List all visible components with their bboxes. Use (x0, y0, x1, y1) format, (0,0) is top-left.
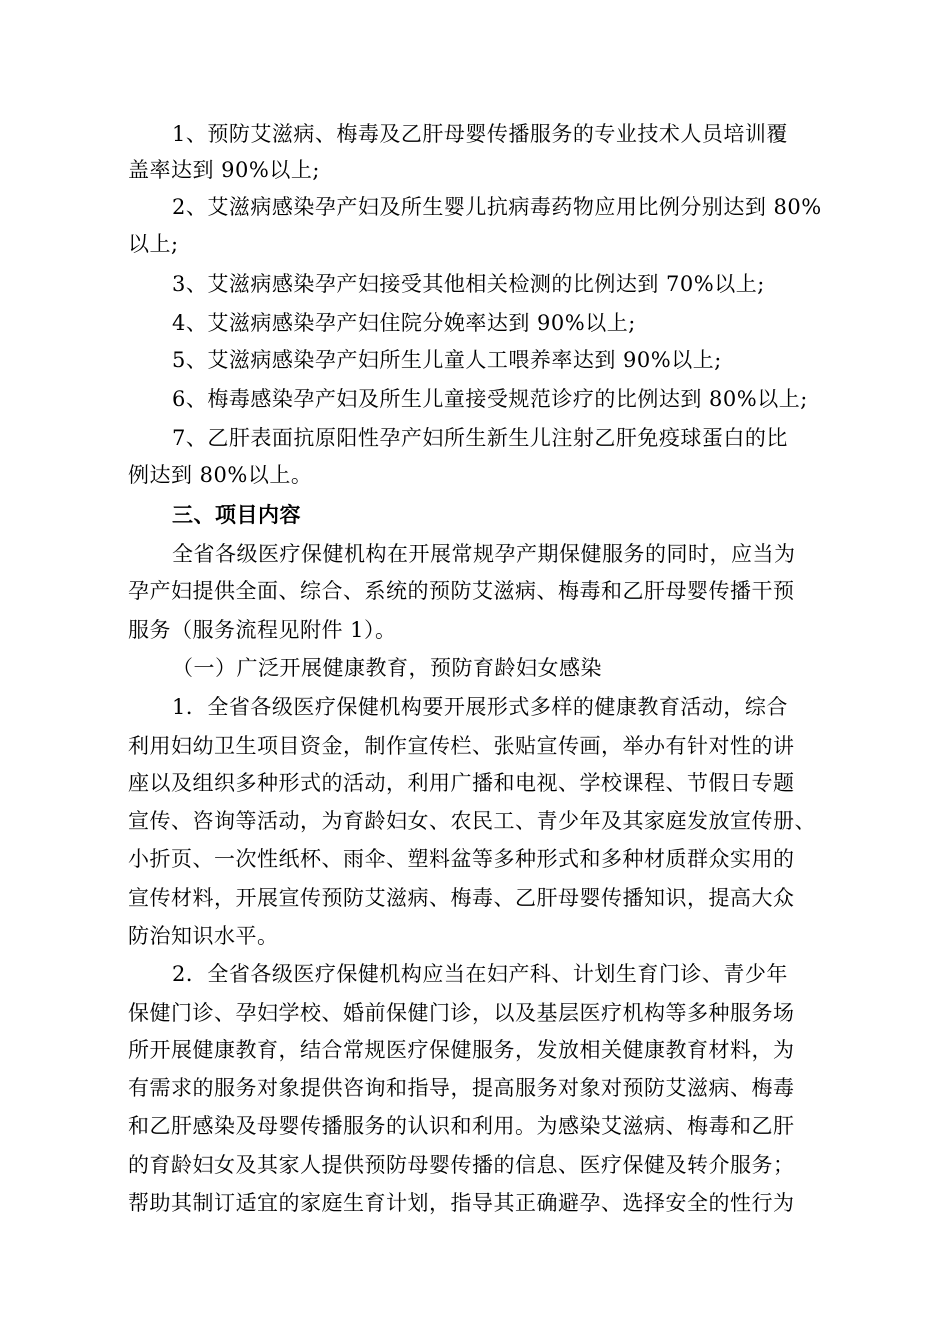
paragraph-9-line-1: 1．全省各级医疗保健机构要开展形式多样的健康教育活动，综合 (172, 695, 788, 719)
paragraph-10-line-3: 所开展健康教育，结合常规医疗保健服务，发放相关健康教育材料，为 (128, 1038, 795, 1062)
paragraph-10-line-1: 2．全省各级医疗保健机构应当在妇产科、计划生育门诊、青少年 (172, 962, 788, 986)
paragraph-10-line-2: 保健门诊、孕妇学校、婚前保健门诊，以及基层医疗机构等多种服务场 (128, 1001, 795, 1025)
paragraph-10-line-5: 和乙肝感染及母婴传播服务的认识和利用。为感染艾滋病、梅毒和乙肝 (128, 1114, 795, 1138)
paragraph-9-line-2: 利用妇幼卫生项目资金，制作宣传栏、张贴宣传画，举办有针对性的讲 (128, 734, 795, 758)
paragraph-2-line-2: 以上; (128, 232, 179, 256)
paragraph-6: 6、梅毒感染孕产妇及所生儿童接受规范诊疗的比例达到 80%以上; (172, 387, 808, 411)
paragraph-1-line-2: 盖率达到 90%以上; (128, 158, 320, 182)
paragraph-8-line-2: 孕产妇提供全面、综合、系统的预防艾滋病、梅毒和乙肝母婴传播干预 (128, 579, 795, 603)
paragraph-2-line-1: 2、艾滋病感染孕产妇及所生婴儿抗病毒药物应用比例分别达到 80% (172, 195, 822, 219)
paragraph-9-line-4: 宣传、咨询等活动，为育龄妇女、农民工、青少年及其家庭发放宣传册、 (128, 809, 816, 833)
subsection-heading-1: （一）广泛开展健康教育，预防育龄妇女感染 (172, 656, 602, 680)
paragraph-10-line-6: 的育龄妇女及其家人提供预防母婴传播的信息、医疗保健及转介服务； (128, 1153, 795, 1177)
paragraph-1-line-1: 1、预防艾滋病、梅毒及乙肝母婴传播服务的专业技术人员培训覆 (172, 122, 788, 146)
paragraph-9-line-6: 宣传材料，开展宣传预防艾滋病、梅毒、乙肝母婴传播知识，提高大众 (128, 886, 795, 910)
section-heading-3: 三、项目内容 (172, 502, 301, 527)
paragraph-7-line-1: 7、乙肝表面抗原阳性孕产妇所生新生儿注射乙肝免疫球蛋白的比 (172, 426, 788, 450)
paragraph-9-line-3: 座以及组织多种形式的活动，利用广播和电视、学校课程、节假日专题 (128, 771, 795, 795)
paragraph-8-line-1: 全省各级医疗保健机构在开展常规孕产期保健服务的同时，应当为 (172, 542, 796, 566)
paragraph-3: 3、艾滋病感染孕产妇接受其他相关检测的比例达到 70%以上; (172, 272, 765, 296)
paragraph-8-line-3: 服务（服务流程见附件 1）。 (128, 618, 397, 642)
paragraph-7-line-2: 例达到 80%以上。 (128, 463, 313, 487)
paragraph-9-line-7: 防治知识水平。 (128, 924, 279, 948)
paragraph-10-line-4: 有需求的服务对象提供咨询和指导，提高服务对象对预防艾滋病、梅毒 (128, 1076, 795, 1100)
paragraph-9-line-5: 小折页、一次性纸杯、雨伞、塑料盆等多种形式和多种材质群众实用的 (128, 847, 795, 871)
paragraph-10-line-7: 帮助其制订适宜的家庭生育计划，指导其正确避孕、选择安全的性行为 (128, 1191, 795, 1215)
paragraph-4: 4、艾滋病感染孕产妇住院分娩率达到 90%以上; (172, 311, 636, 335)
paragraph-5: 5、艾滋病感染孕产妇所生儿童人工喂养率达到 90%以上; (172, 348, 722, 372)
